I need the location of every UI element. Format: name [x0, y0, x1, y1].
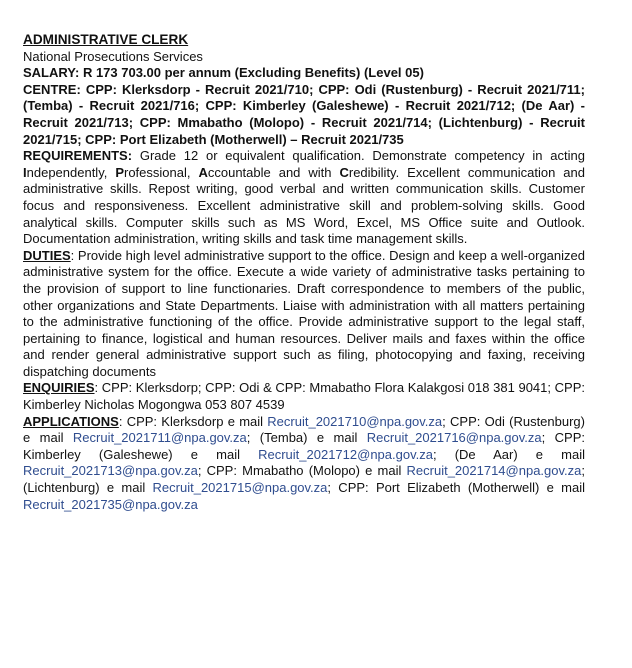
duties-section [23, 248, 585, 381]
email-link-de-aar[interactable]: Recruit_2021713@npa.gov.za [23, 463, 198, 479]
applications-text-8: ; CPP: Port Elizabeth (Motherwell) e mail [327, 480, 586, 496]
applications-text-2: ; CPP: Odi (Rustenburg) e mail [23, 413, 585, 446]
requirements-text-i: ndependently, [26, 164, 116, 180]
applications-text-7: ; (Lichtenburg) e mail [23, 463, 585, 496]
enquiries-label: ENQUIRIES [23, 380, 95, 396]
requirements-letter-i: I [23, 164, 27, 180]
job-title: ADMINISTRATIVE CLERK [23, 32, 189, 47]
requirements-label: REQUIREMENTS: [23, 148, 133, 164]
applications-label: APPLICATIONS [23, 413, 119, 429]
centre-label: CENTRE: [23, 81, 81, 97]
requirements-text-c: redibility. Excellent communication and administrative skills. Repost writing, good verbal and written communication skills. Customer focus and responsiveness. Excellent administrative skill and problem-solving skills. Good analytical skills. Computer skills such as MS Word, Excel, MS Office suite and Outlook. Documentation administration, writing skills and task time management skills. [23, 164, 586, 247]
requirements-text-a: ccountable and with [207, 164, 340, 180]
requirements-section [23, 148, 585, 248]
applications-section [23, 414, 585, 514]
applications-text-6: ; CPP: Mmabatho (Molopo) e mail [197, 463, 407, 479]
duties-label: DUTIES [23, 247, 71, 263]
department-name: National Prosecutions Services [23, 48, 203, 64]
applications-text-5: ; (De Aar) e mail [432, 446, 585, 462]
email-link-lichtenburg[interactable]: Recruit_2021715@npa.gov.za [152, 480, 328, 496]
centre-text: CPP: Klerksdorp - Recruit 2021/710; CPP: Odi (Rustenburg) - Recruit 2021/711; (Temba) - Recruit 2021/716; CPP: Kimberley (Galeshewe) - Recruit 2021/712; (De Aar) - Recruit 2021/713; CPP: Mmabatho (Molopo) - Recruit 2021/714; (Lichtenburg) - Recruit 2021/715; CPP: Port Elizabeth (Motherwell) – Recruit 2021/735 [23, 81, 585, 147]
email-link-odi[interactable]: Recruit_2021711@npa.gov.za [72, 430, 247, 446]
job-advert [23, 32, 585, 513]
enquiries-text: : CPP: Klerksdorp; CPP: Odi & CPP: Mmabatho Flora Kalakgosi 018 381 9041; CPP: Kimberley Nicholas Mogongwa 053 807 4539 [23, 380, 585, 413]
applications-text-4: ; CPP: Kimberley (Galeshewe) e mail [23, 430, 585, 462]
duties-text: : Provide high level administrative support to the office. Design and keep a well-organized administrative system for the office. Execute a wide variety of administrative tasks pertaining to the provision of support to line functionaries. Draft correspondence to members of the public, other organizations and State Departments. Liaise with administration with all matters pertaining to the administrative functioning of the office. Provide administrative support to the legal staff, pertaining to finance, logistical and human resources. Deliver mails and faxes within the office and render general administrative support such as filing, photocopying and faxing, receiving dispatching documents [23, 247, 585, 379]
applications-text-3: ; (Temba) e mail [246, 430, 367, 446]
email-link-kimberley[interactable]: Recruit_2021712@npa.gov.za [258, 446, 433, 462]
requirements-letter-a: A [198, 164, 208, 180]
salary-line: SALARY: R 173 703.00 per annum (Excluding Benefits) (Level 05) [23, 65, 424, 81]
email-link-mmabatho[interactable]: Recruit_2021714@npa.gov.za [406, 463, 582, 479]
email-link-klerksdorp[interactable]: Recruit_2021710@npa.gov.za [267, 413, 443, 429]
requirements-text-p: rofessional, [124, 164, 199, 180]
email-link-port-elizabeth[interactable]: Recruit_2021735@npa.gov.za [23, 496, 198, 512]
requirements-text-1: Grade 12 or equivalent qualification. Demonstrate competency in acting [139, 148, 585, 164]
email-link-temba[interactable]: Recruit_2021716@npa.gov.za [366, 430, 542, 446]
requirements-letter-c: C [339, 164, 349, 180]
applications-text-1: : CPP: Klerksdorp e mail [118, 413, 268, 429]
centre-section [23, 82, 585, 148]
requirements-letter-p: P [115, 164, 124, 180]
enquiries-section [23, 380, 585, 413]
